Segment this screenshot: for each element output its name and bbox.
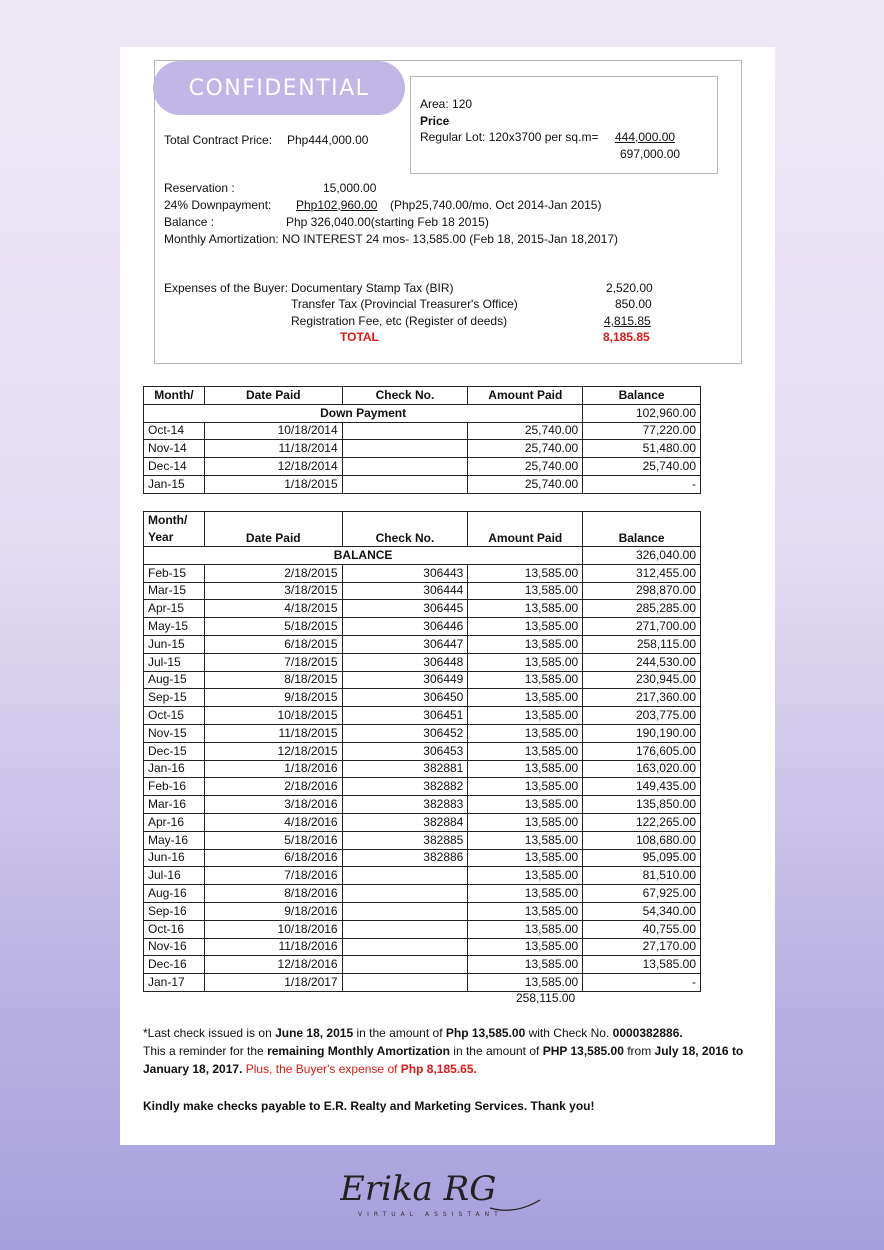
table-row — [144, 475, 701, 493]
table-row — [144, 600, 701, 618]
date-paid-cell: 8/18/2015 — [204, 671, 342, 689]
table-row — [144, 956, 701, 974]
check-no-cell — [342, 974, 468, 992]
amount-paid-cell: 13,585.00 — [468, 920, 583, 938]
confidential-badge: CONFIDENTIAL — [153, 61, 405, 115]
date-paid-cell: 5/18/2015 — [204, 618, 342, 636]
balance-cell: 230,945.00 — [583, 671, 701, 689]
reminder-note: This a reminder for the remaining Monthly Amortization in the amount of PHP 13,585.00 from July 18, 2016 to — [143, 1044, 744, 1058]
check-no-cell: 306445 — [342, 600, 468, 618]
balance-cell: 54,340.00 — [583, 902, 701, 920]
reservation-label: Reservation : — [164, 181, 235, 195]
check-no-cell: 306449 — [342, 671, 468, 689]
amount-paid-cell: 13,585.00 — [468, 902, 583, 920]
expense-item-amount: 850.00 — [615, 297, 652, 311]
balance-cell: 163,020.00 — [583, 760, 701, 778]
check-no-cell — [342, 422, 468, 440]
column-header: Month/ — [144, 387, 205, 405]
check-no-cell: 306443 — [342, 564, 468, 582]
month-cell: Nov-16 — [144, 938, 205, 956]
total-contract-price-label: Total Contract Price: — [164, 133, 273, 147]
balance-cell: 95,095.00 — [583, 849, 701, 867]
date-paid-cell: 12/18/2016 — [204, 956, 342, 974]
balance-table — [143, 511, 701, 992]
check-no-cell: 382886 — [342, 849, 468, 867]
column-header: Amount Paid — [468, 512, 583, 547]
section-row — [144, 404, 701, 422]
check-no-cell — [342, 885, 468, 903]
table-row — [144, 813, 701, 831]
downpayment-label: 24% Downpayment: — [164, 198, 272, 212]
month-cell: Dec-15 — [144, 742, 205, 760]
closing-note: Kindly make checks payable to E.R. Realty and Marketing Services. Thank you! — [143, 1099, 595, 1113]
table-row — [144, 653, 701, 671]
column-header: Check No. — [342, 512, 468, 547]
table-row — [144, 618, 701, 636]
amount-paid-cell: 13,585.00 — [468, 938, 583, 956]
date-paid-cell: 7/18/2015 — [204, 653, 342, 671]
check-no-cell — [342, 867, 468, 885]
section-label: Down Payment — [144, 404, 583, 422]
balance-cell: 25,740.00 — [583, 458, 701, 476]
month-cell: Apr-15 — [144, 600, 205, 618]
amount-paid-cell: 13,585.00 — [468, 689, 583, 707]
date-paid-cell: 12/18/2015 — [204, 742, 342, 760]
amount-paid-cell: 13,585.00 — [468, 707, 583, 725]
expense-item-name: Transfer Tax (Provincial Treasurer's Office) — [291, 297, 518, 311]
date-paid-cell: 12/18/2014 — [204, 458, 342, 476]
amount-paid-cell: 13,585.00 — [468, 849, 583, 867]
balance-cell: 298,870.00 — [583, 582, 701, 600]
date-paid-cell: 2/18/2015 — [204, 564, 342, 582]
downpayment-table — [143, 386, 701, 494]
amount-paid-cell: 25,740.00 — [468, 458, 583, 476]
expenses-label: Expenses of the Buyer: — [164, 281, 289, 295]
month-cell: May-15 — [144, 618, 205, 636]
date-paid-cell: 1/18/2017 — [204, 974, 342, 992]
month-cell: Mar-16 — [144, 796, 205, 814]
month-cell: Mar-15 — [144, 582, 205, 600]
date-paid-cell: 2/18/2016 — [204, 778, 342, 796]
table-row — [144, 458, 701, 476]
amount-paid-cell: 13,585.00 — [468, 742, 583, 760]
section-balance: 102,960.00 — [583, 404, 701, 422]
month-cell: Jun-15 — [144, 635, 205, 653]
column-header: Date Paid — [204, 387, 342, 405]
amount-paid-cell: 13,585.00 — [468, 796, 583, 814]
check-no-cell: 306446 — [342, 618, 468, 636]
month-cell: Oct-14 — [144, 422, 205, 440]
amount-paid-cell: 13,585.00 — [468, 564, 583, 582]
balance-cell: 312,455.00 — [583, 564, 701, 582]
date-paid-cell: 11/18/2014 — [204, 440, 342, 458]
month-cell: Sep-16 — [144, 902, 205, 920]
table-row — [144, 885, 701, 903]
total-amount-paid: 258,115.00 — [516, 991, 576, 1005]
amount-paid-cell: 13,585.00 — [468, 618, 583, 636]
check-no-cell — [342, 920, 468, 938]
table-row — [144, 671, 701, 689]
signature-logo — [340, 1160, 550, 1230]
table-row — [144, 564, 701, 582]
check-no-cell — [342, 458, 468, 476]
month-cell: Jan-17 — [144, 974, 205, 992]
check-no-cell — [342, 440, 468, 458]
amount-paid-cell: 13,585.00 — [468, 635, 583, 653]
check-no-cell: 306450 — [342, 689, 468, 707]
check-no-cell: 382885 — [342, 831, 468, 849]
check-no-cell — [342, 902, 468, 920]
month-cell: Oct-15 — [144, 707, 205, 725]
balance-cell: 149,435.00 — [583, 778, 701, 796]
amount-paid-cell: 13,585.00 — [468, 582, 583, 600]
date-paid-cell: 9/18/2016 — [204, 902, 342, 920]
expense-item-name: Documentary Stamp Tax (BIR) — [291, 281, 454, 295]
amount-paid-cell: 13,585.00 — [468, 600, 583, 618]
expense-item-amount: 2,520.00 — [606, 281, 653, 295]
table-row — [144, 778, 701, 796]
table-row — [144, 938, 701, 956]
amount-paid-cell: 13,585.00 — [468, 724, 583, 742]
balance-cell: 27,170.00 — [583, 938, 701, 956]
signature-tagline: VIRTUAL ASSISTANT — [358, 1211, 503, 1218]
table-row — [144, 707, 701, 725]
date-paid-cell: 8/18/2016 — [204, 885, 342, 903]
balance-cell: 135,850.00 — [583, 796, 701, 814]
last-check-note: *Last check issued is on June 18, 2015 in the amount of Php 13,585.00 with Check No. 0000382886. — [143, 1026, 683, 1040]
check-no-cell: 306451 — [342, 707, 468, 725]
column-header: Date Paid — [204, 512, 342, 547]
balance-cell: 67,925.00 — [583, 885, 701, 903]
table-header-row — [144, 512, 701, 547]
balance-cell: 81,510.00 — [583, 867, 701, 885]
column-header: Month/ Year — [144, 512, 205, 547]
price-title: Price — [420, 114, 450, 128]
table-header-row — [144, 387, 701, 405]
date-paid-cell: 6/18/2016 — [204, 849, 342, 867]
table-row — [144, 689, 701, 707]
balance-cell: 244,530.00 — [583, 653, 701, 671]
table-row — [144, 724, 701, 742]
area-text: Area: 120 — [420, 97, 473, 111]
total-contract-price-value: Php444,000.00 — [287, 133, 369, 147]
date-paid-cell: 1/18/2015 — [204, 475, 342, 493]
balance-cell: 271,700.00 — [583, 618, 701, 636]
regular-lot-value: 444,000.00 — [615, 130, 676, 144]
amount-paid-cell: 13,585.00 — [468, 671, 583, 689]
table-row — [144, 422, 701, 440]
amount-paid-cell: 13,585.00 — [468, 760, 583, 778]
balance-cell: 176,605.00 — [583, 742, 701, 760]
second-price-value: 697,000.00 — [620, 147, 681, 161]
signature-name: Erika RG — [340, 1169, 497, 1209]
month-cell: May-16 — [144, 831, 205, 849]
check-no-cell — [342, 938, 468, 956]
month-cell: Aug-16 — [144, 885, 205, 903]
balance-cell: 285,285.00 — [583, 600, 701, 618]
expenses-total-value: 8,185.85 — [603, 330, 650, 344]
date-paid-cell: 9/18/2015 — [204, 689, 342, 707]
date-paid-cell: 1/18/2016 — [204, 760, 342, 778]
date-paid-cell: 4/18/2016 — [204, 813, 342, 831]
balance-cell: 122,265.00 — [583, 813, 701, 831]
table-row — [144, 920, 701, 938]
amount-paid-cell: 25,740.00 — [468, 440, 583, 458]
date-paid-cell: 11/18/2015 — [204, 724, 342, 742]
amount-paid-cell: 13,585.00 — [468, 778, 583, 796]
balance-cell: - — [583, 974, 701, 992]
date-paid-cell: 10/18/2016 — [204, 920, 342, 938]
section-row — [144, 547, 701, 565]
balance-cell: 217,360.00 — [583, 689, 701, 707]
expense-item-name: Registration Fee, etc (Register of deeds) — [291, 314, 508, 328]
check-no-cell: 382881 — [342, 760, 468, 778]
balance-cell: 203,775.00 — [583, 707, 701, 725]
amount-paid-cell: 13,585.00 — [468, 653, 583, 671]
date-paid-cell: 6/18/2015 — [204, 635, 342, 653]
section-balance: 326,040.00 — [583, 547, 701, 565]
amount-paid-cell: 13,585.00 — [468, 813, 583, 831]
amount-paid-cell: 25,740.00 — [468, 422, 583, 440]
month-cell: Nov-15 — [144, 724, 205, 742]
balance-cell: 51,480.00 — [583, 440, 701, 458]
check-no-cell: 382883 — [342, 796, 468, 814]
check-no-cell: 306447 — [342, 635, 468, 653]
amount-paid-cell: 25,740.00 — [468, 475, 583, 493]
balance-value: Php 326,040.00(starting Feb 18 2015) — [286, 215, 489, 229]
month-cell: Jul-15 — [144, 653, 205, 671]
date-paid-cell: 3/18/2015 — [204, 582, 342, 600]
month-cell: Jun-16 — [144, 849, 205, 867]
balance-cell: 40,755.00 — [583, 920, 701, 938]
amount-paid-cell: 13,585.00 — [468, 956, 583, 974]
column-header: Balance — [583, 387, 701, 405]
date-paid-cell: 7/18/2016 — [204, 867, 342, 885]
month-cell: Dec-14 — [144, 458, 205, 476]
check-no-cell: 382884 — [342, 813, 468, 831]
month-cell: Jan-15 — [144, 475, 205, 493]
expense-item-amount: 4,815.85 — [604, 314, 651, 328]
balance-label: Balance : — [164, 215, 215, 229]
reservation-value: 15,000.00 — [323, 181, 377, 195]
date-paid-cell: 3/18/2016 — [204, 796, 342, 814]
table-row — [144, 760, 701, 778]
table-row — [144, 635, 701, 653]
check-no-cell: 306452 — [342, 724, 468, 742]
section-label: BALANCE — [144, 547, 583, 565]
balance-cell: - — [583, 475, 701, 493]
month-cell: Oct-16 — [144, 920, 205, 938]
date-paid-cell: 5/18/2016 — [204, 831, 342, 849]
table-row — [144, 867, 701, 885]
amount-paid-cell: 13,585.00 — [468, 867, 583, 885]
balance-cell: 77,220.00 — [583, 422, 701, 440]
amount-paid-cell: 13,585.00 — [468, 974, 583, 992]
month-cell: Jan-16 — [144, 760, 205, 778]
amount-paid-cell: 13,585.00 — [468, 885, 583, 903]
month-cell: Feb-16 — [144, 778, 205, 796]
column-header: Balance — [583, 512, 701, 547]
regular-lot-label: Regular Lot: 120x3700 per sq.m= — [420, 130, 599, 144]
check-no-cell: 306448 — [342, 653, 468, 671]
table-row — [144, 582, 701, 600]
check-no-cell — [342, 956, 468, 974]
check-no-cell: 306453 — [342, 742, 468, 760]
table-row — [144, 796, 701, 814]
month-cell: Jul-16 — [144, 867, 205, 885]
balance-cell: 13,585.00 — [583, 956, 701, 974]
table-row — [144, 440, 701, 458]
month-cell: Dec-16 — [144, 956, 205, 974]
buyer-expense-note: January 18, 2017. Plus, the Buyer's expense of Php 8,185.65. — [143, 1062, 477, 1076]
column-header: Amount Paid — [468, 387, 583, 405]
date-paid-cell: 10/18/2015 — [204, 707, 342, 725]
date-paid-cell: 11/18/2016 — [204, 938, 342, 956]
expenses-total-label: TOTAL — [340, 330, 379, 344]
balance-cell: 108,680.00 — [583, 831, 701, 849]
table-row — [144, 849, 701, 867]
month-cell: Apr-16 — [144, 813, 205, 831]
table-row — [144, 974, 701, 992]
balance-cell: 190,190.00 — [583, 724, 701, 742]
month-cell: Sep-15 — [144, 689, 205, 707]
check-no-cell: 382882 — [342, 778, 468, 796]
balance-cell: 258,115.00 — [583, 635, 701, 653]
month-cell: Feb-15 — [144, 564, 205, 582]
date-paid-cell: 4/18/2015 — [204, 600, 342, 618]
month-cell: Aug-15 — [144, 671, 205, 689]
table-row — [144, 742, 701, 760]
check-no-cell — [342, 475, 468, 493]
column-header: Check No. — [342, 387, 468, 405]
monthly-amortization: Monthly Amortization: NO INTEREST 24 mos- 13,585.00 (Feb 18, 2015-Jan 18,2017) — [164, 232, 619, 246]
downpayment-note: (Php25,740.00/mo. Oct 2014-Jan 2015) — [390, 198, 602, 212]
date-paid-cell: 10/18/2014 — [204, 422, 342, 440]
downpayment-value: Php102,960.00 — [296, 198, 378, 212]
month-cell: Nov-14 — [144, 440, 205, 458]
table-row — [144, 831, 701, 849]
check-no-cell: 306444 — [342, 582, 468, 600]
table-row — [144, 902, 701, 920]
amount-paid-cell: 13,585.00 — [468, 831, 583, 849]
